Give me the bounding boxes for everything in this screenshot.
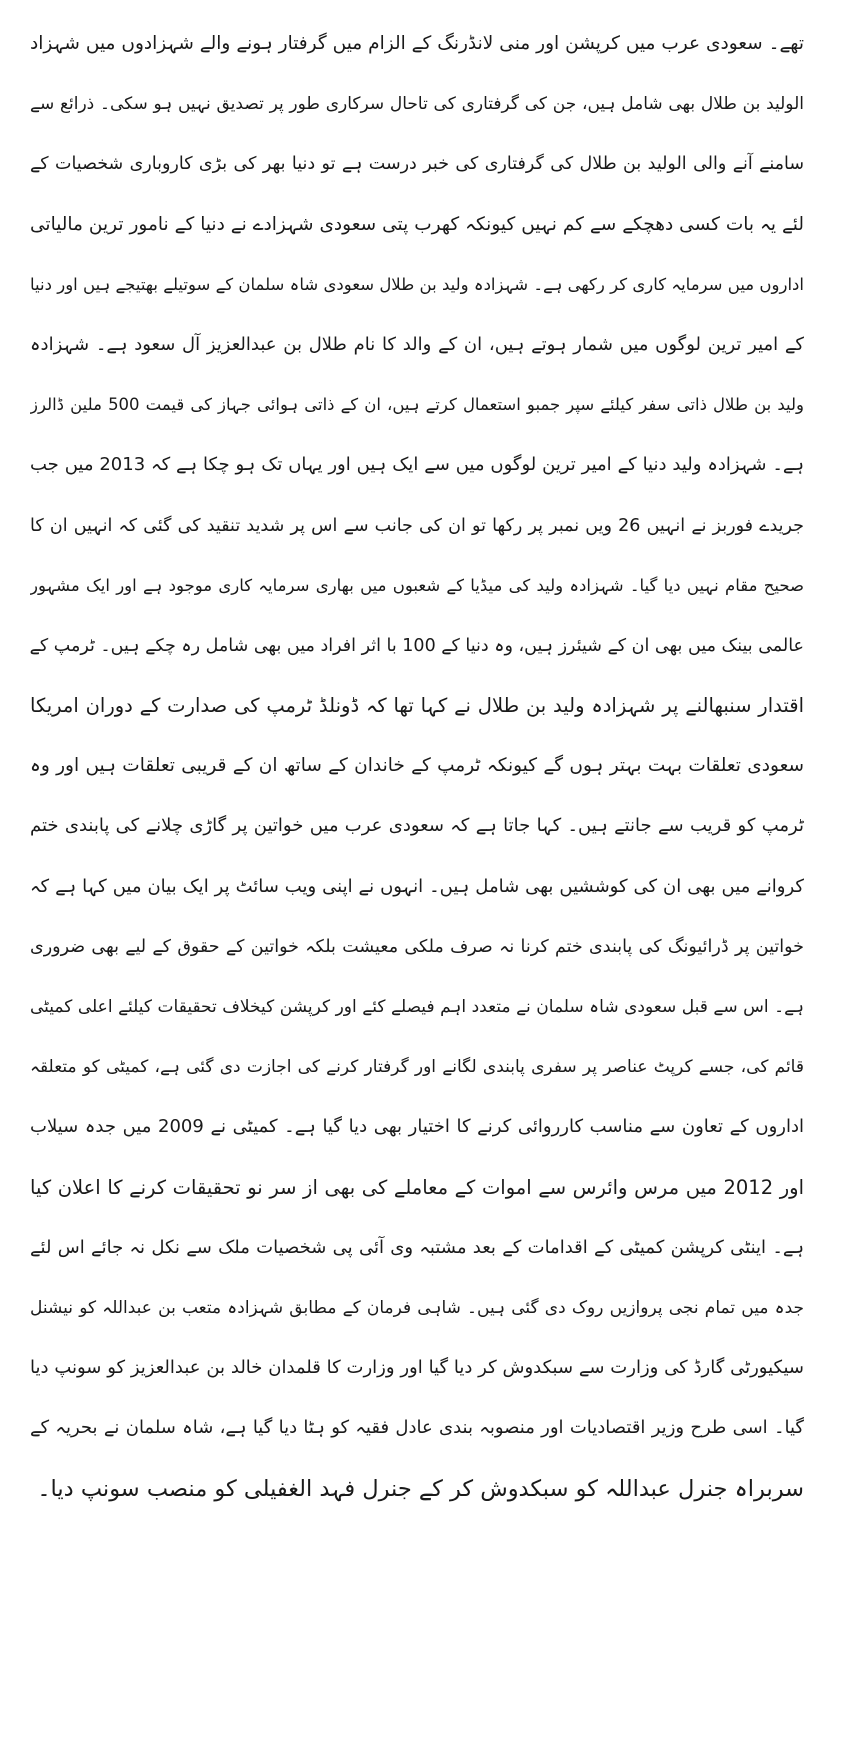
article-line: سعودی تعلقات بہت بہتر ہوں گے کیونکہ ٹرمپ کے خاندان کے ساتھ ان کے قریبی تعلقات ہیں اور وہ (30, 755, 804, 777)
article-line: اقتدار سنبھالنے پر شہزادہ ولید بن طلال نے کہا تھا کہ ڈونلڈ ٹرمپ کی صدارت کے دوران امریکا (30, 694, 804, 718)
article-line: ہے۔ اس سے قبل سعودی شاہ سلمان نے متعدد اہم فیصلے کئے اور کرپشن کیخلاف تحقیقات کیلئے اعلی کمیٹی (30, 997, 804, 1017)
article-line: سامنے آنے والی الولید بن طلال کی گرفتاری کی خبر درست ہے تو دنیا بھر کی بڑی کاروباری شخصیات کے (30, 154, 804, 175)
article-line: کروانے میں بھی ان کی کوششیں بھی شامل ہیں۔ انہوں نے اپنی ویب سائٹ پر ایک بیان میں کہا ہے کہ (30, 875, 804, 897)
article-line: اداروں کے تعاون سے مناسب کارروائی کرنے کا اختیار بھی دیا گیا ہے۔ کمیٹی نے 2009 میں جدہ سیلاب (30, 1116, 804, 1138)
article-line: خواتین پر ڈرائیونگ کی پابندی ختم کرنا نہ صرف ملکی معیشت بلکہ خواتین کے حقوق کے لیے بھی ضروری (30, 936, 804, 957)
article-line: سیکیورٹی گارڈ کی وزارت سے سبکدوش کر دیا گیا اور وزارت کا قلمدان خالد بن عبدالعزیز کو سونپ دیا (30, 1357, 804, 1379)
article-line: صحیح مقام نہیں دیا گیا۔ شہزادہ ولید کی میڈیا کے شعبوں میں بھاری سرمایہ کاری موجود ہے اور ایک مشہور (30, 575, 804, 595)
article-line: جدہ میں تمام نجی پروازیں روک دی گئی ہیں۔ شاہی فرمان کے مطابق شہزادہ متعب بن عبداللہ کو نیشنل (30, 1297, 804, 1318)
article-line: گیا۔ اسی طرح وزیر اقتصادیات اور منصوبہ بندی عادل فقیہ کو ہٹا دیا گیا ہے، شاہ سلمان نے بحریہ کے (30, 1417, 804, 1439)
article-line: لئے یہ بات کسی دھچکے سے کم نہیں کیونکہ کھرب پتی سعودی شہزادے نے دنیا کے نامور ترین مالیاتی (30, 213, 804, 235)
article-line: ولید بن طلال ذاتی سفر کیلئے سپر جمبو استعمال کرتے ہیں، ان کے ذاتی ہوائی جہاز کی قیمت 500 ملین ڈالرز (30, 395, 804, 415)
article-line: ہے۔ شہزادہ ولید دنیا کے امیر ترین لوگوں میں سے ایک ہیں اور یہاں تک ہو چکا ہے کہ 2013 میں جب (30, 454, 804, 476)
article-line: تھے۔ سعودی عرب میں کرپشن اور منی لانڈرنگ کے الزام میں گرفتار ہونے والے شہزادوں میں شہزاد (30, 33, 804, 54)
article-line: الولید بن طلال بھی شامل ہیں، جن کی گرفتاری کی تاحال سرکاری طور پر تصدیق نہیں ہو سکی۔ ذرائع سے (30, 94, 804, 115)
article-line: عالمی بینک میں بھی ان کے شیئرز ہیں، وہ دنیا کے 100 با اثر افراد میں بھی شامل رہ چکے ہیں۔ ٹرمپ کے (30, 635, 804, 656)
article-line: اور 2012 میں مرس وائرس سے اموات کے معاملے کی بھی از سر نو تحقیقات کرنے کا اعلان کیا (30, 1175, 804, 1199)
article-line: قائم کی، جسے کرپٹ عناصر پر سفری پابندی لگانے اور گرفتار کرنے کی اجازت دی گئی ہے، کمیٹی کو متعلقہ (30, 1057, 804, 1078)
article-line: ٹرمپ کو قریب سے جانتے ہیں۔ کہا جاتا ہے کہ سعودی عرب میں خواتین پر گاڑی چلانے کی پابندی ختم (30, 815, 804, 837)
article-line: کے امیر ترین لوگوں میں شمار ہوتے ہیں، ان کے والد کا نام طلال بن عبدالعزیز آل سعود ہے۔ شہزادہ (30, 333, 804, 355)
article-line: ہے۔ اینٹی کرپشن کمیٹی کے اقدامات کے بعد مشتبہ وی آئی پی شخصیات ملک سے نکل نہ جائے اس لئے (30, 1236, 804, 1258)
article-body (30, 14, 804, 1519)
article-line: سربراہ جنرل عبداللہ کو سبکدوش کر کے جنرل فہد الغفیلی کو منصب سونپ دیا۔ (37, 1475, 804, 1502)
article-line: جریدے فوربز نے انہیں 26 ویں نمبر پر رکھا تو ان کی جانب سے اس پر شدید تنقید کی گئی کہ انہیں ان کا (30, 515, 804, 536)
article-line: اداروں میں سرمایہ کاری کر رکھی ہے۔ شہزادہ ولید بن طلال سعودی شاہ سلمان کے سوتیلے بھتیجے ہیں اور دنیا (30, 274, 804, 294)
